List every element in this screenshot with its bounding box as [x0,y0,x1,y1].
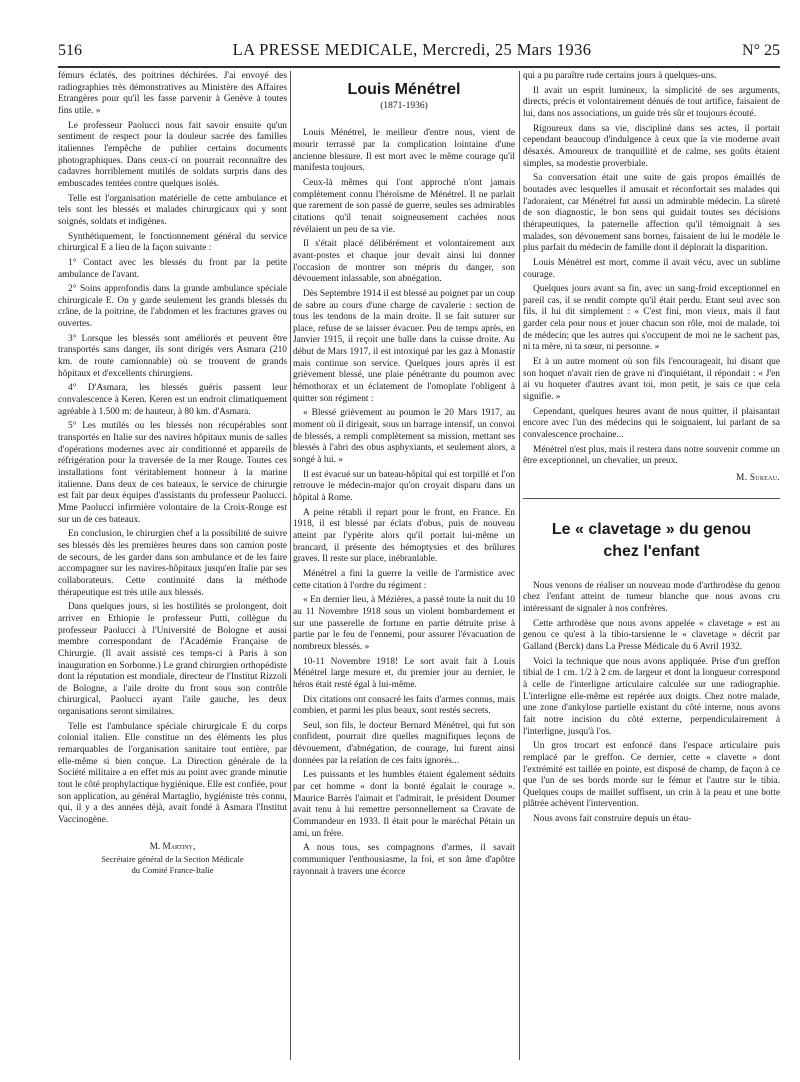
paragraph: Il avait un esprit lumineux, la simplicité de ses arguments, directs, précis et volontairement dénués de tout artifice, faisaient de lui, dans nos associations, un guide très sûr et toujours écouté. [523,85,780,119]
paragraph: 4° D'Asmara, les blessés guéris passent leur convalescence à Keren. Keren est un endroit climatiquement agréable à 1.500 m: de hauteur, à 80 km. d'Asmara. [58,383,287,417]
paragraph: « En dernier lieu, à Mézières, a passé toute la nuit du 10 au 11 Novembre 1918 sous un violent bombardement et sur une passerelle de fortune en partie détruite prise à partie par le feu de l'ennemi, pour assurer l'évacuation de nombreux blessés. » [293,595,515,652]
column-divider [519,71,520,1060]
paragraph: 2° Soins approfondis dans la grande ambulance spéciale chirurgicale E. On y garde seulement les grands blessés du crâne, de la poitrine, de l'abdomen et les fractures graves ou ouvertes. [58,284,287,330]
paragraph: Cette arthrodèse que nous avons appelée « clavetage » est au genou ce qu'est à la tibio-tarsienne le « clavetage » décrit par Galland (Berck) dans La Presse Médicale du 6 Avril 1932. [523,618,780,652]
column-2 [293,71,515,1062]
paragraph: En conclusion, le chirurgien chef a la possibilité de suivre ses blessés dès les premières heures dans son camion poste de secours, de les garder dans son ambulance et de les faire accompagner sur les navires-hôpitaux jusqu'en Italie par ses collaborateurs. Cette continuité dans la méthode thérapeutique est très utile aux blessés. [58,529,287,598]
article-title-line: Le « clavetage » du genou [551,520,752,538]
page-number: 516 [58,42,82,59]
paragraph: Quelques jours avant sa fin, avec un sang-froid exceptionnel en pareil cas, il se rendit compte qu'il était perdu. Etant seul avec son fils, il lui dit simplement : « C'est fini, mon vieux, mais il faut garder cela pour nous et jouer chacun son rôle, moi de malade, toi de médecin; que les autres qui s'occupent de moi ne le sachent pas, ni ta mère, ni ta sœur, ni personne. » [523,284,780,353]
paragraph: Ménétrel a fini la guerre la veille de l'armistice avec cette citation à l'ordre du régiment : [293,568,515,591]
paragraph: Dix citations ont consacré les faits d'armes connus, mais combien, et parmi les plus beaux, sont restés secrets. [293,694,515,717]
paragraph: Synthétiquement, le fonctionnement général du service chirurgical E a lieu de la façon suivante : [58,231,287,254]
paragraph: Rigoureux dans sa vie, discipliné dans ses actes, il portait cependant beaucoup d'indulgence à ceux que la vie moderne avait désaxés. Amoureux de tranquillité et de calme, ses goûts étaient simples, sa modestie proverbiale. [523,123,780,169]
paragraph: Telle est l'organisation matérielle de cette ambulance et tels sont les blessés et malades chirurgicaux qui y sont soignés, soldats et indigènes. [58,193,287,227]
paragraph: Le professeur Paolucci nous fait savoir ensuite qu'un sentiment de respect pour la douleur sacrée des familles italiennes l'empêche de publier certains documents photographiques. Dans ceux-ci on pourrait reconnaître des cadavres horriblement mutilés de soldats surpris dans des embuscades tentées contre quelques isolés. [58,120,287,189]
signature-caption: du Comité France-Italie [131,865,214,876]
paragraph: A nous tous, ses compagnons d'armes, il savait communiquer l'enthousiasme, la foi, et son âme d'apôtre rayonnait à travers une écorce [293,843,515,877]
paragraph: 10-11 Novembre 1918! Le sort avait fait à Louis Ménétrel large mesure et, du premier jour au dernier, le héros était resté égal à lui-même. [293,656,515,690]
paragraph: Nous avons fait construire depuis un étau- [533,814,692,825]
header-rule [58,66,780,68]
paragraph: Ménétrel n'est plus, mais il restera dans notre souvenir comme un être exceptionnel, un chevalier, un preux. [523,444,780,467]
article-heading [523,519,780,563]
paragraph: 3° Lorsque les blessés sont améliorés et peuvent être transportés sans danger, ils sont dirigés vers Asmara (210 km. de route camionnable) où se trouvent de grands hôpitaux et d'excellents chirurgiens. [58,333,287,379]
paragraph: Sa conversation était une suite de gais propos émaillés de boutades avec lesquelles il amusait et réconfortait ses malades qui l'adoraient, car Ménétrel fut aussi un admirable médecin. La sûreté de son diagnostic, le bon sens qui guidait toutes ses décisions thérapeutiques, la paternelle affection qu'il témoignait à ses malades, son dévouement sans bornes, faisaient de lui le modèle le plus parfait du médecin de famille dont il déplorait la disparition. [523,173,780,254]
obituary-heading [293,81,515,99]
paragraph: Il s'était placé délibérément et volontairement aux avant-postes et chaque jour devait ainsi lui donner l'occasion de montrer son mépris du danger, son dévouement inlassable, son abnégation. [293,239,515,285]
column-3 [523,71,780,1062]
signature: M. Martiny, [149,840,196,851]
paragraph: A peine rétabli il repart pour le front, en France. En 1918, il est blessé par éclats d'obus, puis de nouveau atteint par l'ypérite alors qu'il portait lui-même un brancard, il présente des hémoptysies et des brûlures graves. Il reste sur place, inébranlable. [293,507,515,565]
column-divider [290,71,291,1060]
paragraph: 1° Contact avec les blessés du front par la petite ambulance de l'avant. [58,257,287,280]
paragraph: fémurs éclatés, des poitrines déchirées. J'ai envoyé des radiographies très démonstratives au Ministère des Affaires Etrangères pour qu'il les fasse parvenir à Genève à toutes fins utile. » [58,71,287,116]
paragraph: Nous venons de réaliser un nouveau mode d'arthrodèse du genou chez l'enfant atteint de tumeur blanche que nous avons cru intéressant de signaler à nos confrères. [523,580,780,614]
paragraph: Seul, son fils, le docteur Bernard Ménétrel, qui fut son confident, pourrait dire quelles magnifiques leçons de dévouement, d'abnégation, de courage, lui furent ainsi données par la relation de ces faits ignorés... [293,720,515,766]
issue-number: N° 25 [742,42,780,59]
paragraph: Voici la technique que nous avons appliquée. Prise d'un greffon tibial de 1 cm. 1/2 à 2 cm. de largeur et dont la longueur correspond à celle de l'interligne articulaire calculée sur une radiographie. L'interligne elle-même est repérée aux doigts. Chez notre malade, une zone d'ankylose partielle existant du côté interne, nous avons fait notre incision du côté externe, perpendiculairement à l'interligne, jusqu'à l'os. [523,656,780,737]
signature-caption: Secrétaire général de la Section Médicale [101,854,244,865]
column-1 [58,71,287,1062]
paragraph: Louis Ménétrel, le meilleur d'entre nous, vient de mourir terrassé par la complication lointaine d'une ancienne blessure. Il est mort avec le même courage qu'il manifesta toujours. [293,128,515,174]
paragraph: Ceux-là mêmes qui l'ont approché n'ont jamais complètement connu l'héroïsme de Ménétrel. Il ne parlait que rarement de son passé de guerre, seules ses admirables citations qu'il tenait soigneusement cachées nous révélaient un peu de sa vie. [293,177,515,235]
journal-title: LA PRESSE MEDICALE, Mercredi, 25 Mars 1936 [232,40,592,59]
paragraph: Telle est l'ambulance spéciale chirurgicale E du corps colonial italien. Elle constitue un des éléments les plus remarquables de l'organisation sanitaire tout entière, par elle-même si bien conçue. La Direction générale de la Société militaire a en effet mis au point avec grande minutie tout le côté prophylactique hygiénique. Elle est confiée, pour son application, au général Martaglio, hygiéniste très connu, qui, il y a des années déjà, avait fondé à Asmara l'Institut Vaccinogène. [58,721,287,826]
paragraph: Dans quelques jours, si les hostilités se prolongent, doit arriver en Ethiopie le professeur Putti, collègue du professeur Paolucci à l'Université de Bologne et aussi membre correspondant de l'Académie Française de Chirurgie. (Il avait assisté ces temps-ci à Paris à son inauguration en Sorbonne.) Le grand chirurgien orthopédiste dont la réputation est mondiale, directeur de l'Institut Rizzoli de Bologne, a l'aile droite du front sous son contrôle chirurgical, Paolucci ayant l'aile gauche, les deux organisations seront similaires. [58,602,287,718]
paragraph: qui a pu paraître rude certains jours à quelques-uns. [523,71,717,81]
paragraph: Il est évacué sur un bateau-hôpital qui est torpillé et l'on retrouve le médecin-major qu'on croyait disparu dans un hôpital à Rome. [293,469,515,503]
paragraph: Et à un autre moment où son fils l'encourageait, lui disant que son hoquet n'avait rien de grave ni d'inquiétant, il répondait : « J'en ai vu hoqueter d'autres avant toi, mon petit, je sais ce que cela signifie. » [523,357,780,403]
paragraph: Louis Ménétrel est mort, comme il avait vécu, avec un sublime courage. [523,257,780,280]
paragraph: « Blessé grièvement au poumon le 20 Mars 1917, au moment où il dirigeait, sous un barrage intensif, un convoi de blessés, a rempli complètement sa mission, mettant ses blessés à l'abri des obus asphyxiants, et seulement alors, a songé à lui. » [293,408,515,466]
section-rule [523,498,780,499]
signature: M. Sureau. [736,472,780,482]
obituary-years: (1871-1936) [380,100,428,111]
paragraph: Dès Septembre 1914 il est blessé au poignet par un coup de sabre au cours d'une charge de cavalerie : section de tous les tendons de la main droite. Il se fait suturer sur place, refuse de se laisser évacuer. Peu de temps après, en Janvier 1915, il reçoit une balle dans la cuisse droite. Au début de Mars 1917, il est intoxiqué par les gaz à Monastir mais continue son service. Quelques jours après il est grièvement blessé, une plaie pénétrante du poumon avec hémothorax et un éclatement de l'omoplate l'obligent à quitter son régiment : [293,288,515,404]
paragraph: Cependant, quelques heures avant de nous quitter, il plaisantait encore avec l'un des médecins qui le soignaient, lui parlant de sa convalescence prochaine... [523,406,780,441]
paragraph: Un gros trocart est enfoncé dans l'espace articulaire puis remplacé par le greffon. Ce dernier, cette « clavette » dont l'extrémité est taillée en pointe, est disposé de champ, de façon à ce que l'un de ses bords morde sur le fémur et l'autre sur le tibia. Quelques coups de maillet suffisent, un crin à la peau et une botte plâtrée achèvent l'intervention. [523,741,780,810]
article-title-line: chez l'enfant [603,542,700,560]
paragraph: Les puissants et les humbles étaient également séduits par cet homme « dont la bonté égalait le courage ». Maurice Barrès l'aimait et l'admirait, le président Doumer avait tenu à lui remettre personnellement sa Cravate de Commandeur en 1933. Il était pour le maréchal Pétain un ami, un frère. [293,770,515,839]
paragraph: 5° Les mutilés ou les blessés non récupérables sont transportés en Italie sur des navires hôpitaux munis de salles d'opérations modernes avec air conditionné et appareils de réfrigération pour la traversée de la mer Rouge. Toutes ces installations font véritablement honneur à la marine italienne. Dans deux de ces bateaux, le service de chirurgie est fait par deux équipes d'assistants du professeur Paolucci. Mme Paolucci infirmière volontaire de la Croix-Rouge est sur un de ces bateaux. [58,421,287,525]
page-header [58,40,780,62]
obituary-title: Louis Ménétrel [347,81,461,98]
